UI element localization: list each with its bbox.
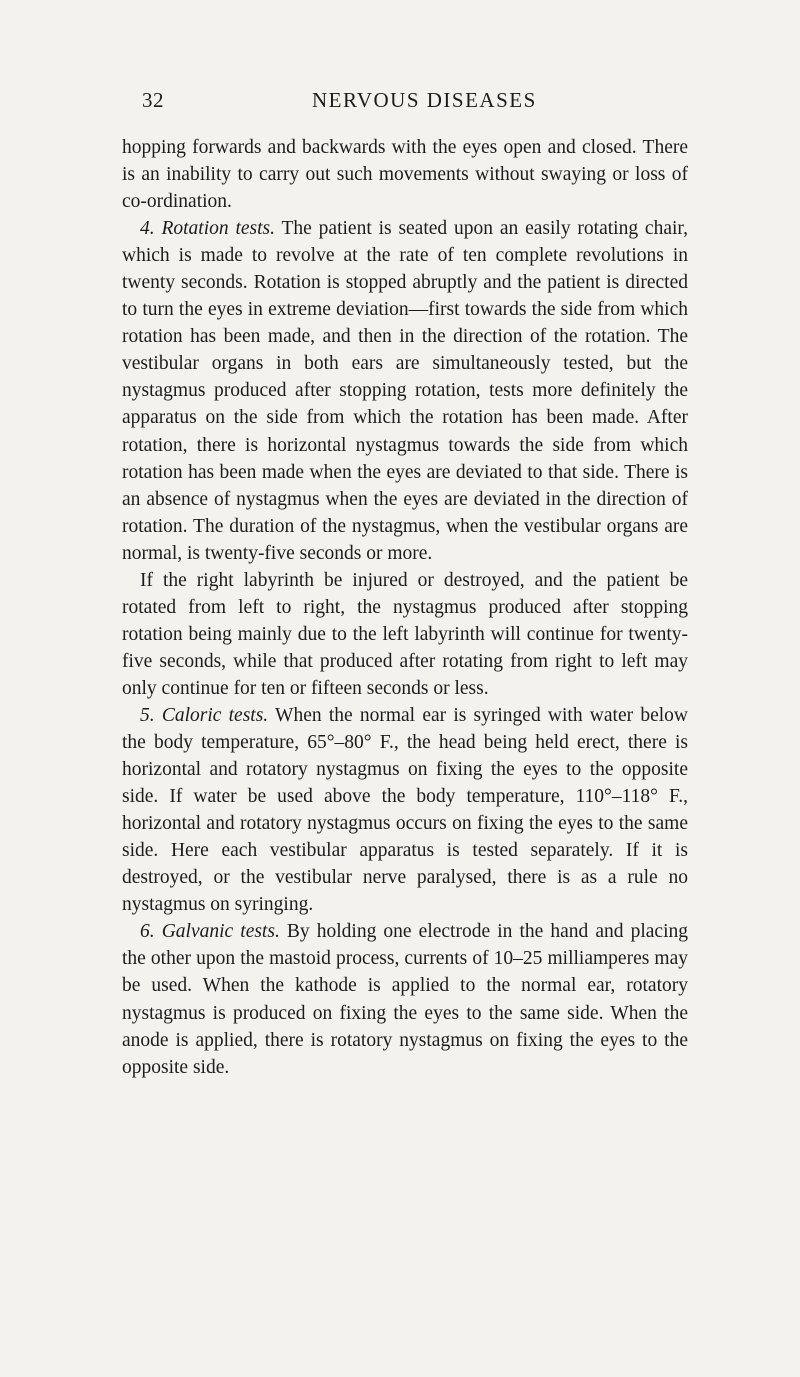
paragraph-continuation	[122, 134, 688, 215]
section-heading: 5. Caloric tests.	[140, 704, 269, 726]
paragraph-rotation-tests	[122, 215, 688, 567]
paragraph-text: The patient is seated upon an easily rotating chair, which is made to revolve at the rate of ten complete revolutions in twenty seconds. Rotation is stopped abruptly and the patient is directed to turn the eyes in extreme deviation—first towards the side from which rotation has been made, and then in the direction of the rotation. The vestibular organs in both ears are simultaneously tested, but the nystagmus produced after stopping rotation, tests more definitely the apparatus on the side from which the rotation has been made. After rotation, there is horizontal nystagmus towards the side from which rotation has been made when the eyes are deviated to that side. There is an absence of nystagmus when the eyes are deviated in the direction of rotation. The duration of the nystagmus, when the vestibular organs are normal, is twenty-five seconds or more.	[122, 218, 688, 564]
section-heading: 6. Galvanic tests.	[140, 921, 280, 943]
body-text	[122, 134, 688, 1081]
paragraph-text: When the normal ear is syringed with water below the body temperature, 65°–80° F., the head being held erect, there is horizontal and rotatory nystagmus on fixing the eyes to the opposite side. If water be used above the body temperature, 110°–118° F., horizontal and rotatory nystagmus occurs on fixing the eyes to the same side. Here each vestibular apparatus is tested separately. If it is destroyed, or the vestibular nerve paralysed, there is as a rule no nystagmus on syringing.	[122, 704, 688, 916]
section-heading: 4. Rotation tests.	[140, 218, 276, 240]
paragraph-text: By holding one electrode in the hand and placing the other upon the mastoid process, currents of 10–25 milliamperes may be used. When the kathode is applied to the normal ear, rotatory nystagmus is produced on fixing the eyes to the same side. When the anode is applied, there is rotatory nystagmus on fixing the eyes to the opposite side.	[122, 921, 688, 1078]
running-title: NERVOUS DISEASES	[312, 88, 537, 112]
page-number: 32	[142, 88, 164, 112]
paragraph-galvanic-tests	[122, 918, 688, 1080]
paragraph-text: If the right labyrinth be injured or destroyed, and the patient be rotated from left to right, the nystagmus produced after stopping rotation being mainly due to the left labyrinth will continue for twenty-five seconds, while that produced after rotating from right to left may only continue for ten or fifteen seconds or less.	[122, 569, 688, 699]
running-head	[142, 88, 660, 118]
paragraph-labyrinth	[122, 567, 688, 702]
paragraph-caloric-tests	[122, 702, 688, 918]
paragraph-text: hopping forwards and backwards with the eyes open and closed. There is an inability to carry out such movements without swaying or loss of co-ordination.	[122, 137, 688, 213]
